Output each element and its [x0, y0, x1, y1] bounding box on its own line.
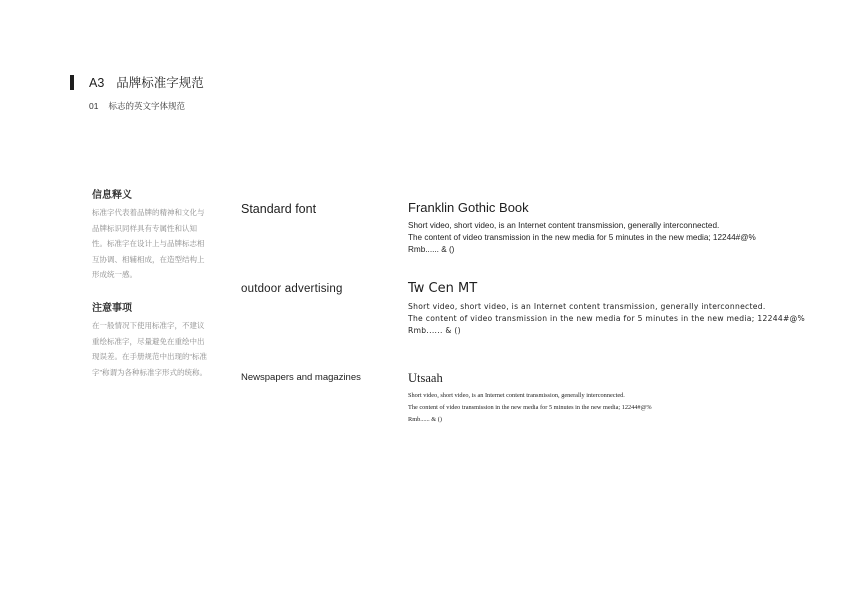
sample-line: Rmb...... & () — [408, 245, 455, 254]
font-sample — [408, 390, 828, 426]
notes-text: 在一般情况下使用标准字，不建议重绘标准字，尽量避免在重绘中出现误差。在手册规范中出现的“标准字”称谓为各种标准字形式的统称。 — [92, 321, 207, 377]
font-name: Franklin Gothic Book — [408, 200, 529, 215]
font-usage-label: outdoor advertising — [241, 283, 343, 295]
section-title: 品牌标准字规范 — [116, 76, 204, 90]
sample-line: Rmb...... & () — [408, 416, 442, 423]
font-info — [408, 370, 828, 426]
sample-line: The content of video transmission in the new media for 5 minutes in the new media; 12244#@% — [408, 314, 806, 323]
info-heading: 信息释义 — [92, 190, 132, 201]
font-name: Tw Cen MT — [408, 281, 478, 296]
sample-line: Rmb...... & () — [408, 326, 461, 335]
info-text: 标准字代表着品牌的精神和文化与品牌标识同样具有专属性和认知性。标准字在设计上与品牌标志相互协调、相辅相成，在造型结构上形成统一感。 — [92, 208, 205, 279]
font-usage-label: Newspapers and magazines — [241, 372, 361, 383]
font-info — [408, 200, 828, 256]
sample-line: The content of video transmission in the new media for 5 minutes in the new media; 12244#@% — [408, 233, 756, 242]
sample-line: Short video, short video, is an Internet content transmission, generally interconnected. — [408, 302, 766, 311]
info-block — [92, 189, 210, 283]
font-info — [408, 281, 828, 337]
notes-block — [92, 302, 210, 380]
sample-line: Short video, short video, is an Internet content transmission, generally interconnected. — [408, 221, 720, 230]
page-title — [89, 75, 204, 91]
subsection-code: 01 — [89, 101, 99, 111]
font-name: Utsaah — [408, 371, 443, 385]
font-usage-label: Standard font — [241, 202, 317, 216]
section-code: A3 — [89, 76, 105, 90]
notes-heading: 注意事项 — [92, 303, 132, 314]
page-subtitle — [89, 100, 185, 112]
header-accent-bar — [70, 75, 74, 90]
font-sample — [408, 301, 828, 337]
font-sample — [408, 220, 828, 256]
sample-line: Short video, short video, is an Internet content transmission, generally interconnected. — [408, 392, 625, 399]
subsection-title: 标志的英文字体规范 — [108, 101, 185, 111]
sample-line: The content of video transmission in the new media for 5 minutes in the new media; 12244#@% — [408, 404, 652, 411]
